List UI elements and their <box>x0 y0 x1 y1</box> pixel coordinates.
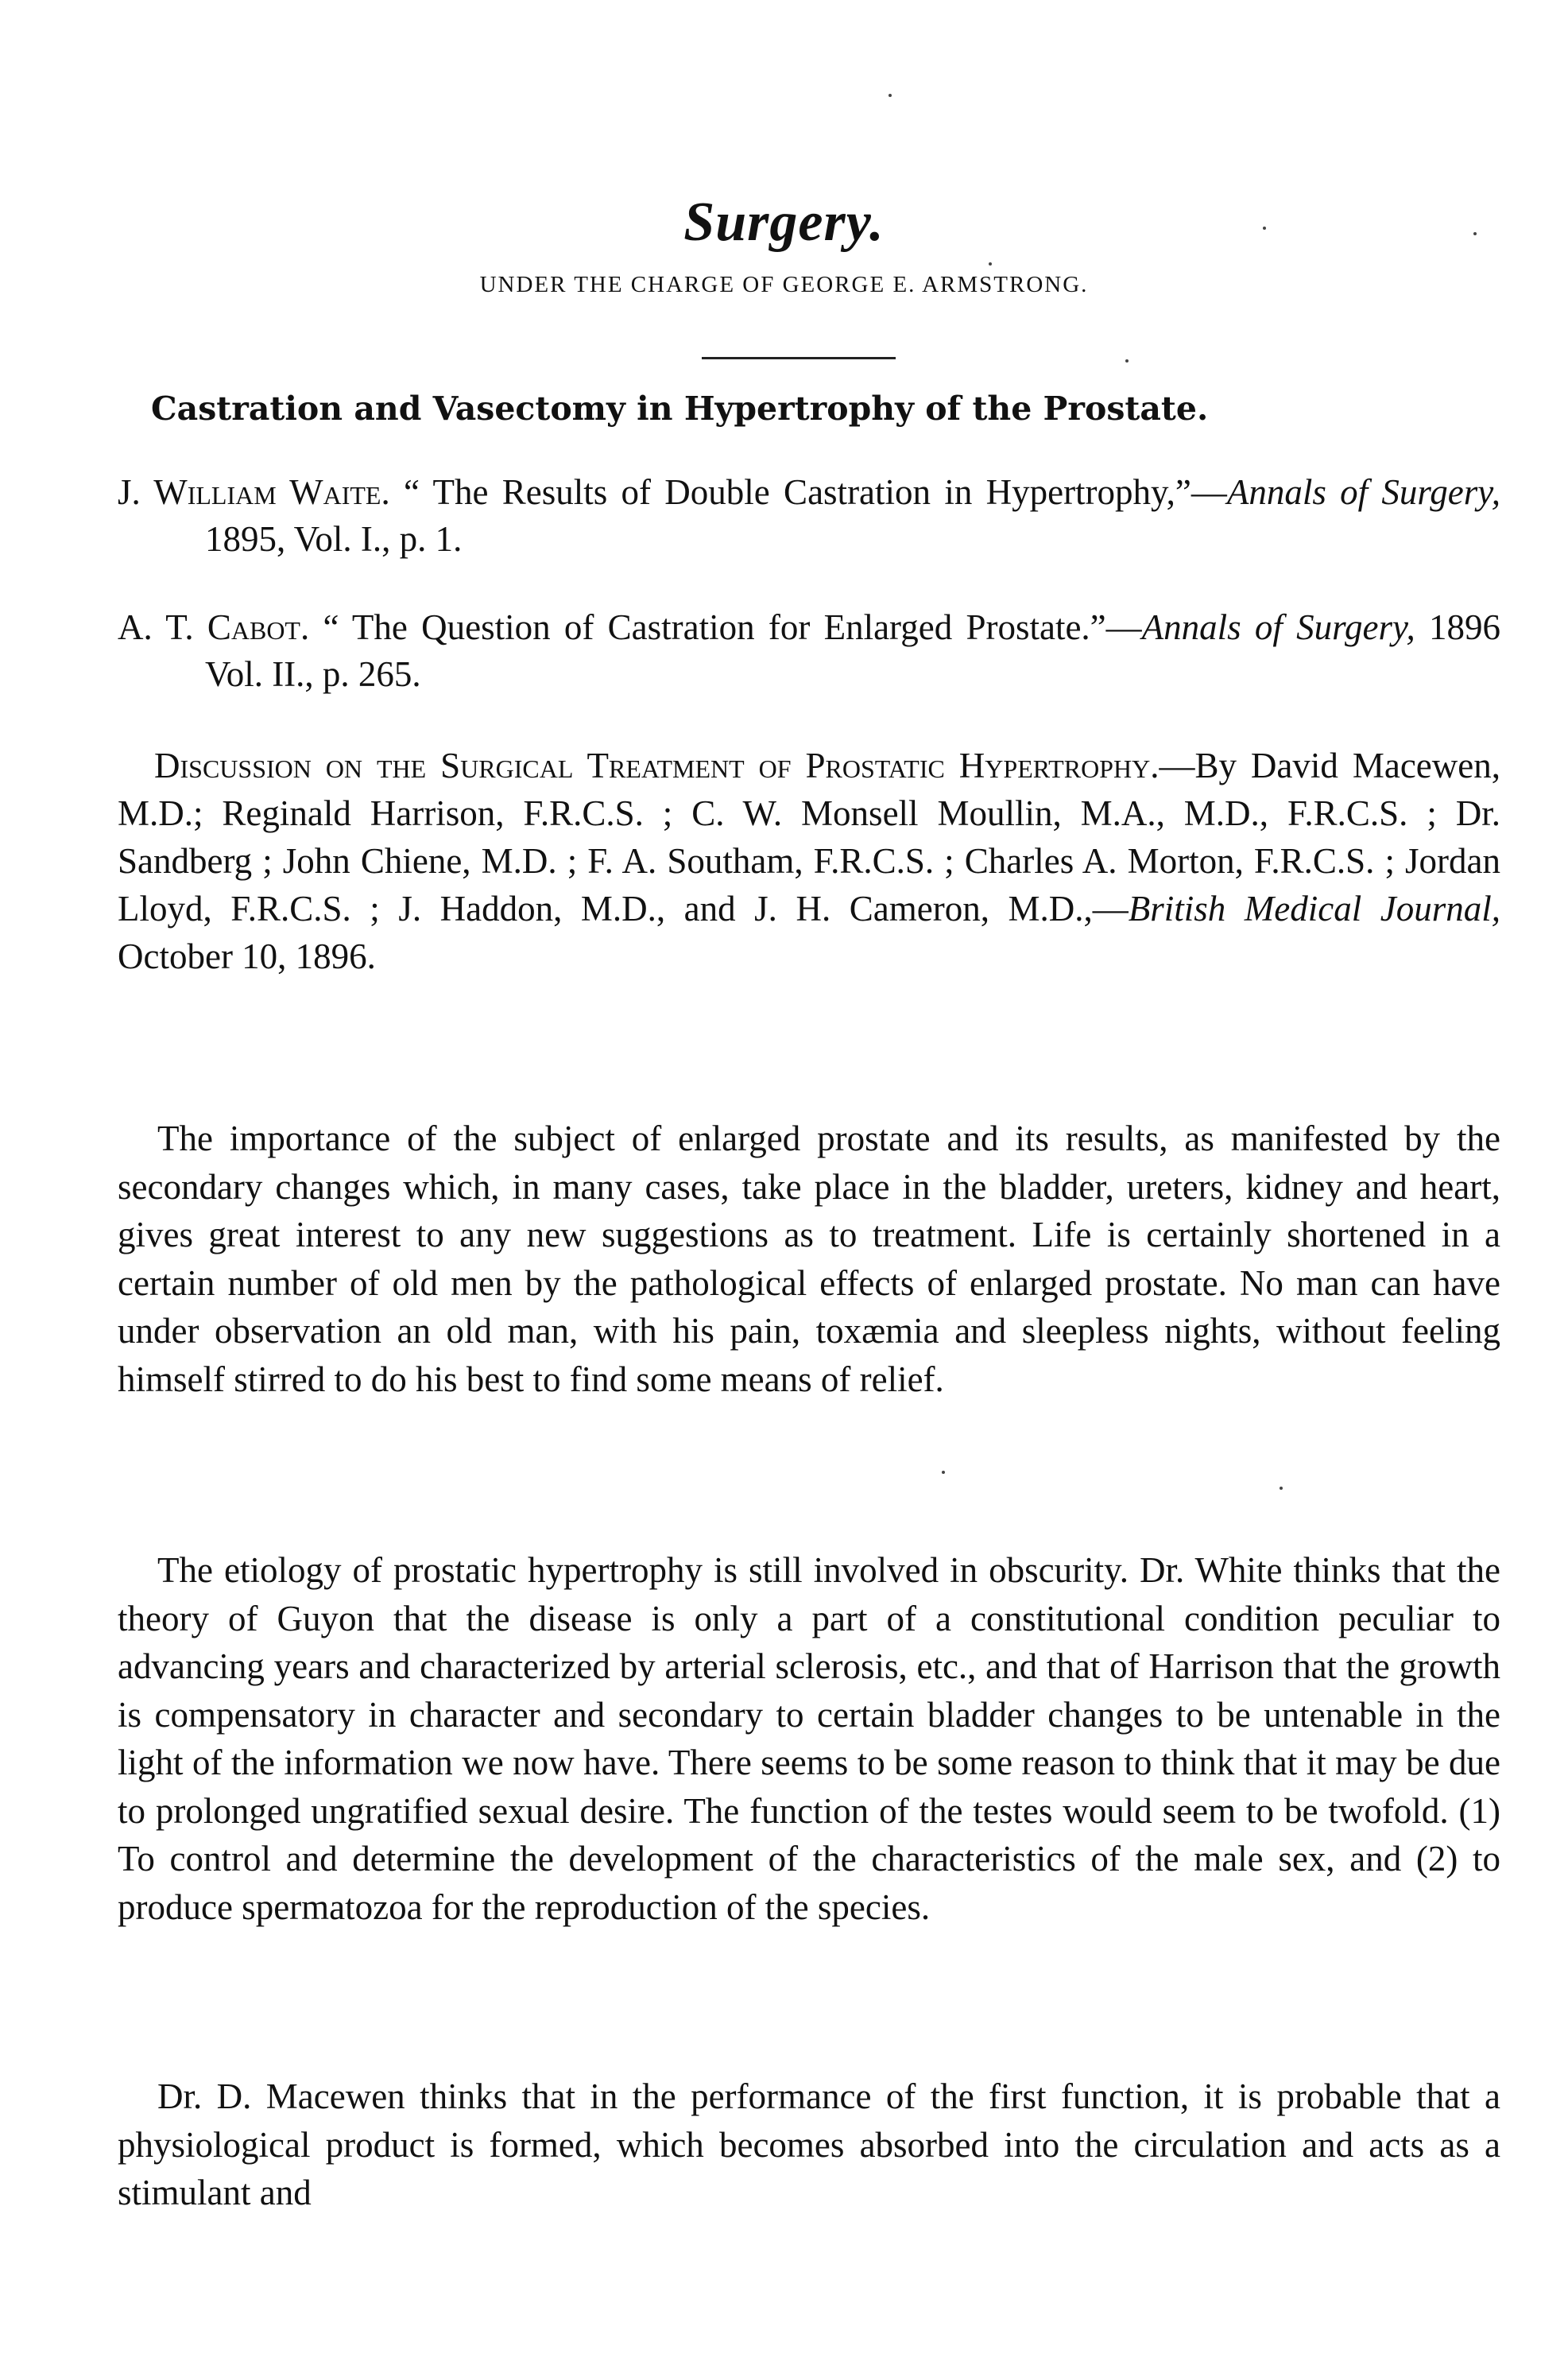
discussion-authors: —By David Macewen, M.D.; Reginald Harrison, F.R.C.S. ; C. W. Monsell Moullin, M.A., M.D., F.R.C.S. ; Dr. Sandberg ; John Chiene, M.D. ; F. A. Southam, F.R.C.S. ; Charles A. Morton, F.R.C.S. ; Jordan Lloyd, F.R.C.S. ; J. Haddon, M.D., and J. H. Cameron, M.D.,— <box>118 746 1500 929</box>
section-title: Surgery. <box>683 192 885 253</box>
scan-speck <box>1473 232 1477 235</box>
editor-line: UNDER THE CHARGE OF GEORGE E. ARMSTRONG. <box>479 272 1089 297</box>
reference-author: J. William Waite. <box>118 472 390 512</box>
scan-speck <box>1263 227 1266 230</box>
body-paragraph-3: Dr. D. Macewen thinks that in the performance of the first function, it is probable that a physiological product is formed, which becomes absorbed into the circulation and acts as a stimulant and <box>118 2076 1500 2212</box>
reference-author: A. T. Cabot. <box>118 607 310 647</box>
body-paragraph-1: The importance of the subject of enlarged prostate and its results, as manifested by the secondary changes which, in many cases, take place in the bladder, ureters, kidney and heart, gives great interest to any new suggestions as to treatment. Life is certainly shortened in a certain number of old men by the pathological effects of enlarged prostate. No man can have under observation an old man, with his pain, toxæmia and sleepless nights, without feeling himself stirred to do his best to find some means of relief. <box>118 1119 1500 1399</box>
reference-cabot <box>118 604 1500 698</box>
reference-title: “ The Question of Castration for Enlarged Prostate.”— <box>323 607 1142 647</box>
scan-speck <box>989 262 992 266</box>
scan-speck <box>942 1471 945 1474</box>
scan-speck <box>1280 1487 1283 1490</box>
scan-speck <box>889 94 892 97</box>
article-heading: Castration and Vasectomy in Hypertrophy of the Prostate. <box>151 390 1209 428</box>
reference-title: “ The Results of Double Castration in Hypertrophy,”— <box>404 472 1227 512</box>
reference-details: 1895, Vol. I., p. 1. <box>205 519 463 559</box>
reference-details: 1896 Vol. II., p. 265. <box>205 607 1501 694</box>
scan-speck <box>1125 359 1129 363</box>
reference-waite <box>118 469 1500 563</box>
body-paragraph-2: The etiology of prostatic hypertrophy is still involved in obscurity. Dr. White thinks that the theory of Guyon that the disease is only a part of a constitutional condition peculiar to advancing years and characterized by arterial sclerosis, etc., and that of Harrison that the growth is compensatory in character and secondary to certain bladder changes to be untenable in the light of the information we now have. There seems to be some reason to think that it may be due to prolonged ungratified sexual desire. The function of the testes would seem to be twofold. (1) To control and determine the development of the characteristics of the male sex, and (2) to produce spermatozoa for the reproduction of the species. <box>118 1550 1500 1927</box>
discussion-journal: British Medical Journal, <box>1128 889 1500 929</box>
divider-rule <box>702 357 896 359</box>
discussion-date: October 10, 1896. <box>118 936 376 976</box>
reference-journal: Annals of Surgery, <box>1141 607 1415 647</box>
discussion-reference <box>118 742 1500 980</box>
reference-journal: Annals of Surgery, <box>1226 472 1501 512</box>
discussion-title: Discussion on the Surgical Treatment of Prostatic Hypertrophy. <box>154 746 1160 785</box>
